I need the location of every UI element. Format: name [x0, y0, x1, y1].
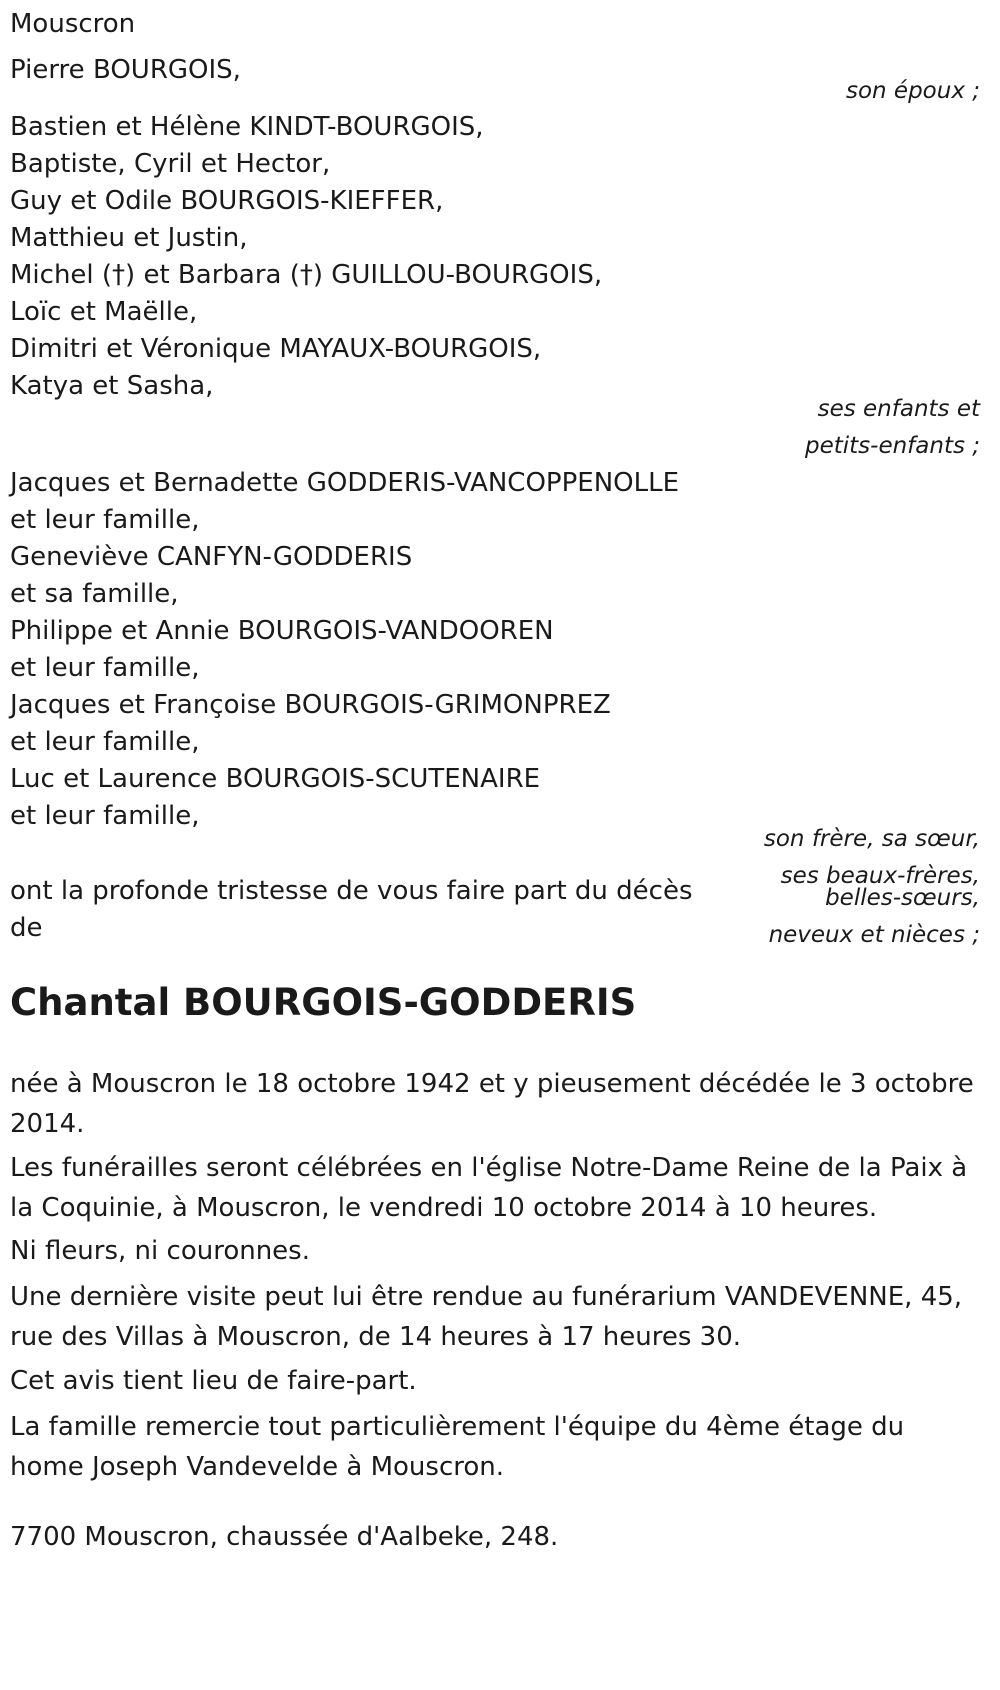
family-line: Michel (†) et Barbara (†) GUILLOU-BOURGOIS,	[10, 260, 603, 290]
siblings-relation-2: ses beaux-frères,	[780, 863, 980, 889]
family-line: Jacques et Françoise BOURGOIS-GRIMONPREZ	[10, 690, 611, 720]
family-line: Loïc et Maëlle,	[10, 297, 198, 327]
children-relation-1: ses enfants et	[817, 396, 980, 422]
siblings-relation-1: son frère, sa sœur,	[763, 826, 980, 852]
notice-paragraph: Cet avis tient lieu de faire-part.	[10, 1366, 417, 1396]
funeral-paragraph: Les funérailles seront célébrées en l'église Notre-Dame Reine de la Paix à la Coquinie, à Mouscron, le vendredi 10 octobre 2014 à 10 heures.	[10, 1153, 968, 1223]
announcement-line-2: de	[10, 913, 43, 943]
family-line: Luc et Laurence BOURGOIS-SCUTENAIRE	[10, 764, 541, 794]
family-line: Geneviève CANFYN-GODDERIS	[10, 542, 413, 572]
siblings-relation-4: neveux et nièces ;	[768, 922, 980, 948]
city-header: Mouscron	[10, 9, 136, 39]
family-line: Philippe et Annie BOURGOIS-VANDOOREN	[10, 616, 554, 646]
spouse-name: Pierre BOURGOIS,	[10, 55, 241, 85]
family-line: Katya et Sasha,	[10, 371, 214, 401]
address: 7700 Mouscron, chaussée d'Aalbeke, 248.	[10, 1522, 559, 1552]
family-line: et leur famille,	[10, 505, 200, 535]
announcement-line-1: ont la profonde tristesse de vous faire part du décès	[10, 876, 693, 906]
family-line: et leur famille,	[10, 727, 200, 757]
thanks-paragraph: La famille remercie tout particulièrement l'équipe du 4ème étage du home Joseph Vandevelde à Mouscron.	[10, 1412, 905, 1482]
family-line: Guy et Odile BOURGOIS-KIEFFER,	[10, 186, 444, 216]
family-line: Baptiste, Cyril et Hector,	[10, 149, 331, 179]
family-line: Bastien et Hélène KINDT-BOURGOIS,	[10, 112, 484, 142]
family-line: Dimitri et Véronique MAYAUX-BOURGOIS,	[10, 334, 542, 364]
family-line: Jacques et Bernadette GODDERIS-VANCOPPENOLLE	[10, 468, 680, 498]
family-line: Matthieu et Justin,	[10, 223, 248, 253]
family-line: et sa famille,	[10, 579, 179, 609]
children-relation-2: petits-enfants ;	[804, 433, 980, 459]
siblings-relation-3: belles-sœurs,	[825, 885, 980, 911]
family-line: et leur famille,	[10, 801, 200, 831]
deceased-name: Chantal BOURGOIS-GODDERIS	[10, 981, 637, 1024]
visit-paragraph: Une dernière visite peut lui être rendue au funérarium VANDEVENNE, 45, rue des Villas à Mouscron, de 14 heures à 17 heures 30.	[10, 1282, 963, 1352]
birth-death-paragraph: née à Mouscron le 18 octobre 1942 et y pieusement décédée le 3 octobre 2014.	[10, 1069, 974, 1139]
spouse-relation: son époux ;	[845, 78, 980, 104]
family-line: et leur famille,	[10, 653, 200, 683]
flowers-paragraph: Ni fleurs, ni couronnes.	[10, 1236, 310, 1266]
